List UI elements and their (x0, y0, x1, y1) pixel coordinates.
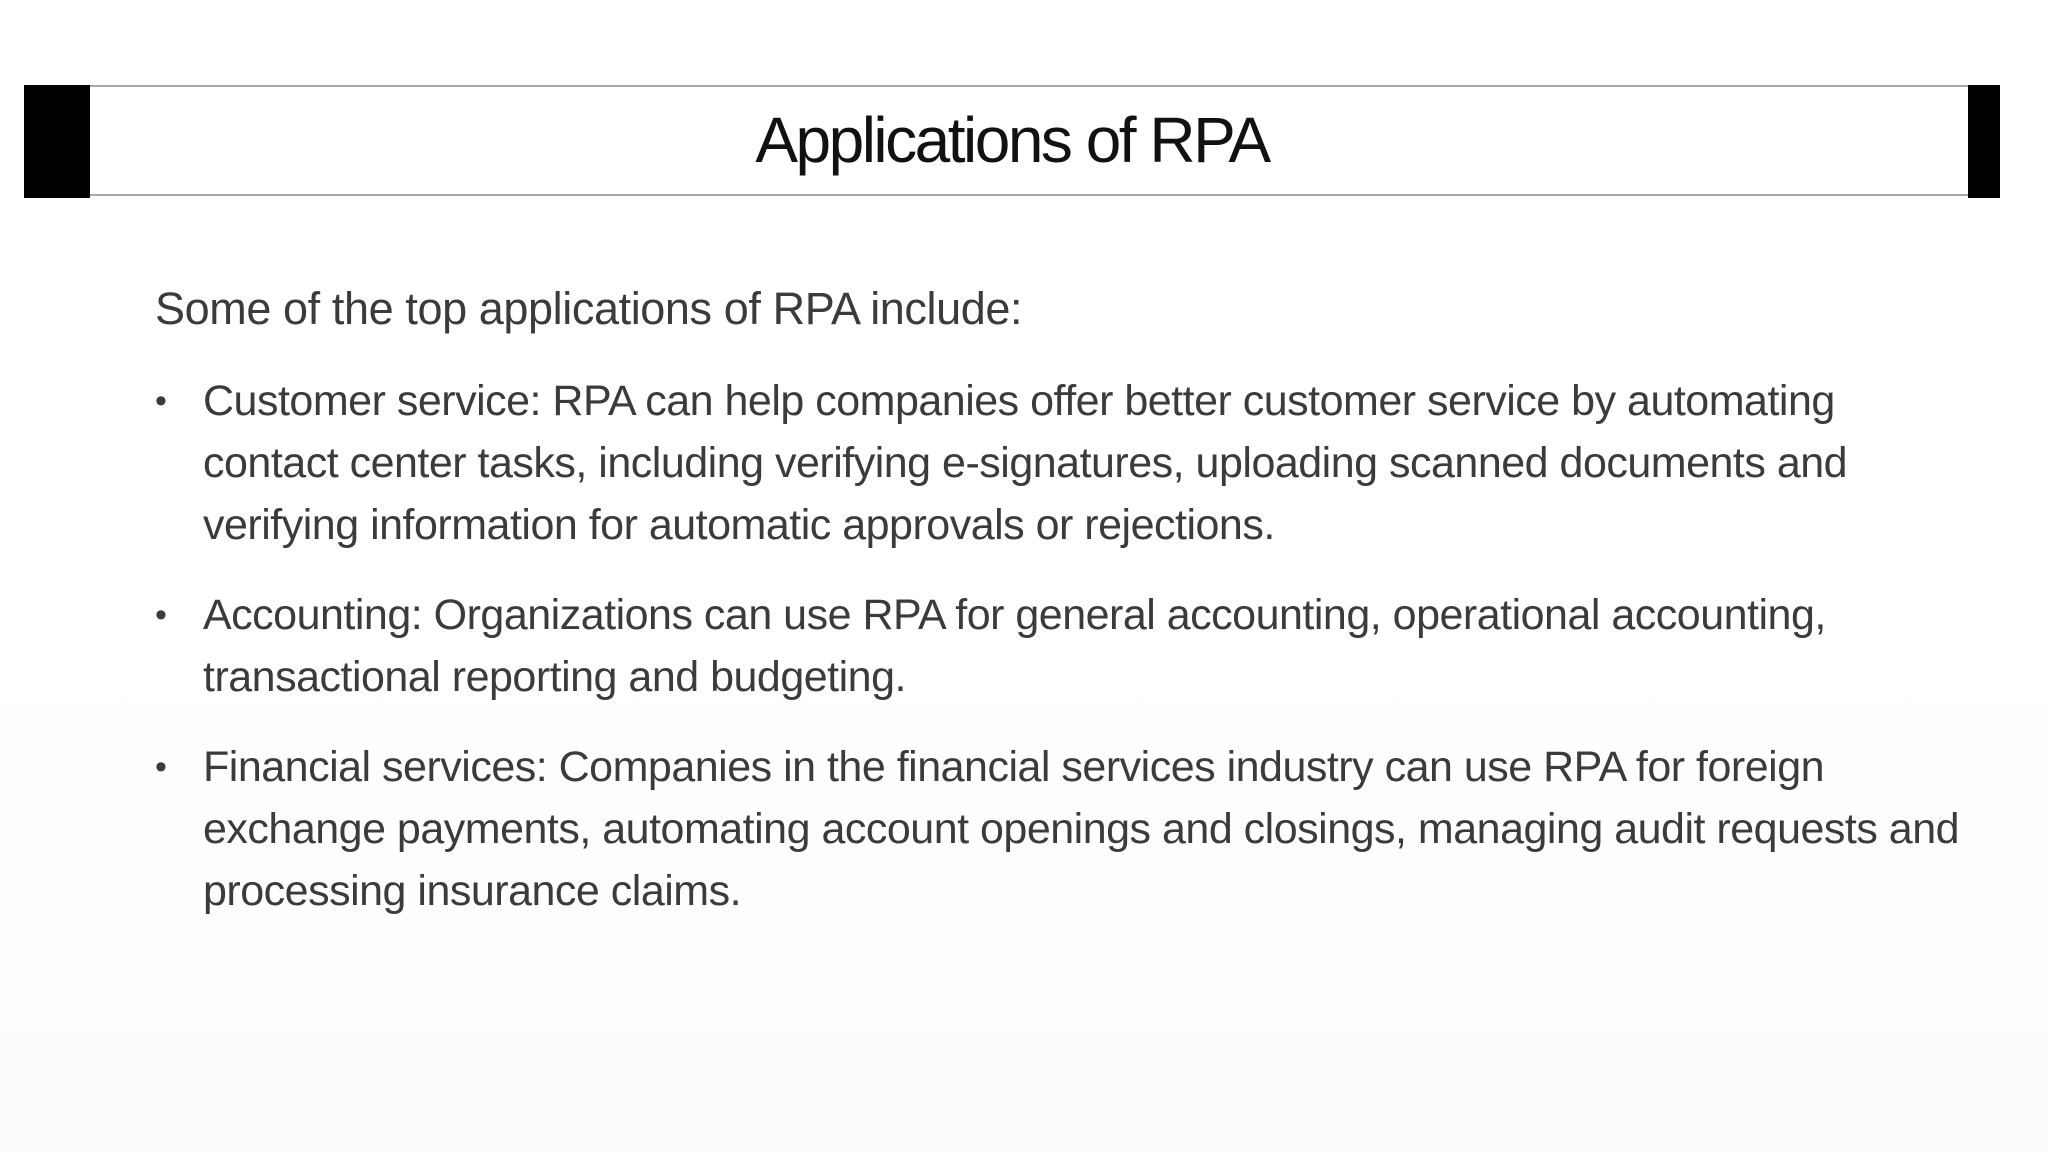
slide-title: Applications of RPA (755, 104, 1269, 176)
intro-text: Some of the top applications of RPA include: (155, 283, 1023, 334)
bullet-text: Accounting: Organizations can use RPA for general accounting, operational accounting, transactional reporting and budgeting. (203, 591, 1826, 701)
slide-body (155, 278, 1975, 950)
bullet-text: Customer service: RPA can help companies offer better customer service by automating contact center tasks, including verifying e-signatures, uploading scanned documents and verifying information for automatic approvals or rejections. (203, 377, 1848, 549)
bullet-item-financial-services (155, 736, 1975, 922)
bullet-marker: • (155, 748, 167, 786)
title-band-right-accent (1968, 85, 2000, 198)
bullet-list (155, 370, 1975, 922)
bullet-item-customer-service (155, 370, 1975, 556)
bullet-text: Financial services: Companies in the financial services industry can use RPA for foreign exchange payments, automating account openings and closings, managing audit requests and processing insurance claims. (203, 743, 1960, 915)
title-band (24, 85, 2000, 196)
bullet-marker: • (155, 596, 167, 634)
bullet-marker: • (155, 382, 167, 420)
bullet-item-accounting (155, 584, 1975, 708)
